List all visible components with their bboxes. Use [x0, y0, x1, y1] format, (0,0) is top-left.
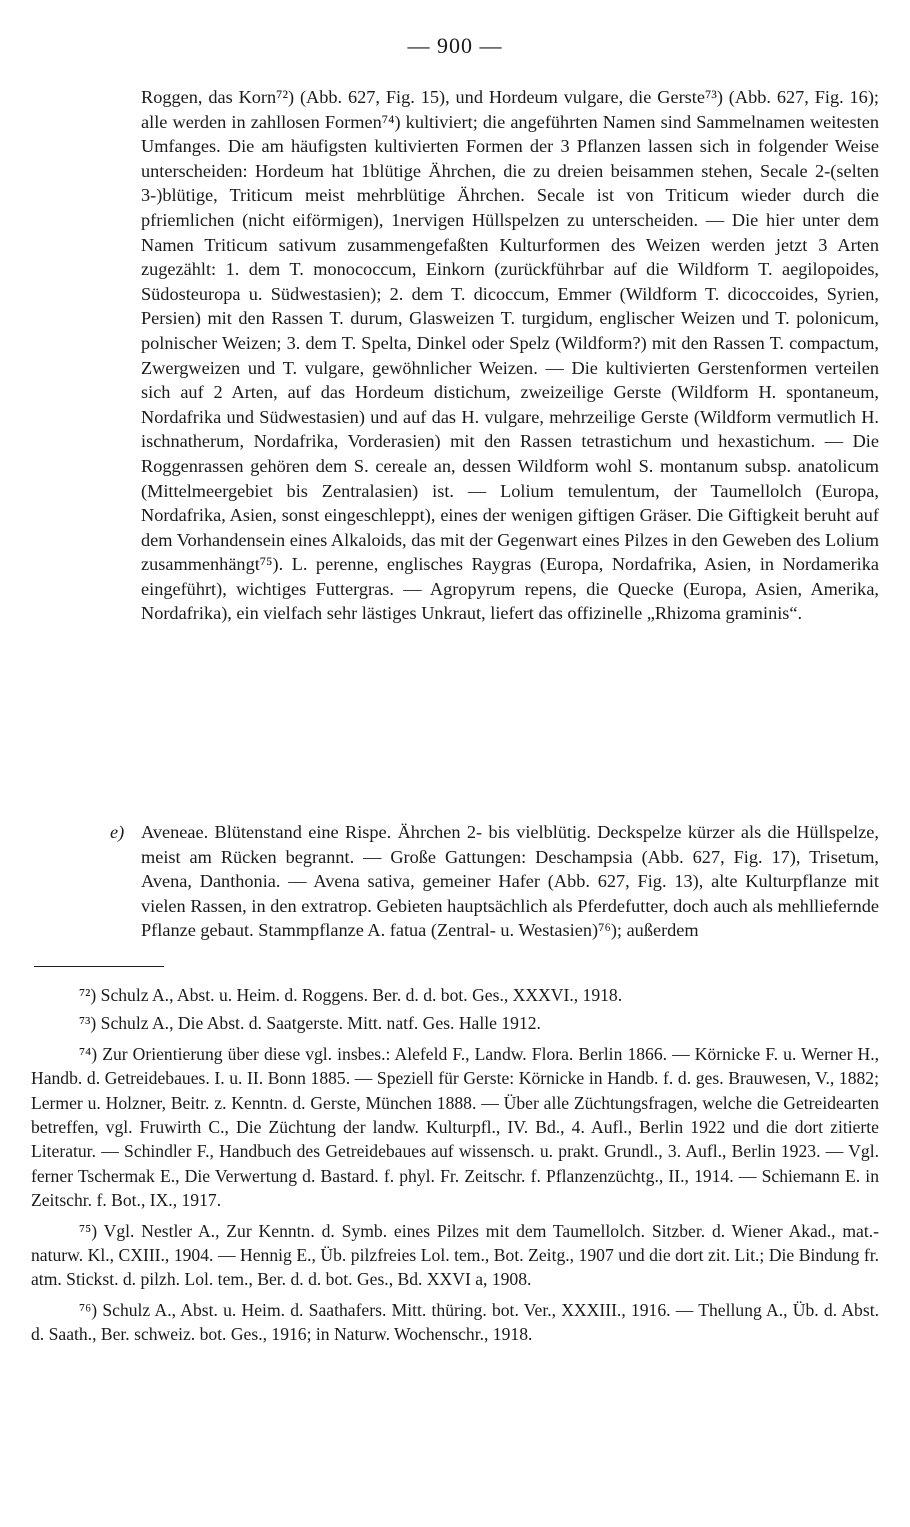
- section-e: [110, 820, 879, 943]
- footnotes: [31, 983, 879, 1353]
- section-e-label: e): [110, 822, 125, 842]
- footnote-76: ⁷⁶) Schulz A., Abst. u. Heim. d. Saathafers. Mitt. thüring. bot. Ver., XXXIII., 1916. — Thellung A., Üb. d. Abst. d. Saath., Ber. schweiz. bot. Ges., 1916; in Naturw. Wochenschr., 1918.: [31, 1299, 879, 1345]
- section-e-text: Aveneae. Blütenstand eine Rispe. Ährchen 2- bis vielblütig. Deckspelze kürzer als die Hüllspelze, meist am Rücken begrannt. — Große Gattungen: Deschampsia (Abb. 627, Fig. 17), Trisetum, Avena, Danthonia. — Avena sativa, gemeiner Hafer (Abb. 627, Fig. 13), alte Kulturpflanze mit vielen Rassen, in den extratrop. Gebieten hauptsächlich als Pferdefutter, doch auch als mehlliefernde Pflanze gebaut. Stammpflanze A. fatua (Zentral- u. Westasien)⁷⁶); außerdem: [141, 822, 879, 941]
- footnote-75: ⁷⁵) Vgl. Nestler A., Zur Kenntn. d. Symb. eines Pilzes mit dem Taumellolch. Sitzber. d. Wiener Akad., mat.-naturw. Kl., CXIII., 1904. — Hennig E., Üb. pilzfreies Lol. tem., Bot. Zeitg., 1907 und die dort zit. Lit.; Die Bindung fr. atm. Stickst. d. pilzh. Lol. tem., Ber. d. d. bot. Ges., Bd. XXVI a, 1908.: [31, 1220, 879, 1290]
- footnote-73: ⁷³) Schulz A., Die Abst. d. Saatgerste. Mitt. natf. Ges. Halle 1912.: [79, 1013, 541, 1034]
- page-number: — 900 —: [407, 33, 503, 58]
- main-paragraph: Roggen, das Korn⁷²) (Abb. 627, Fig. 15), und Hordeum vulgare, die Gerste⁷³) (Abb. 627, Fig. 16); alle werden in zahllosen Formen⁷⁴) kultiviert; die angeführten Namen sind Sammelnamen weitesten Umfanges. Die am häufigsten kultivierten Formen der 3 Pflanzen lassen sich in folgender Weise unterscheiden: Hordeum hat 1blütige Ährchen, die zu dreien beisammen stehen, Secale 2-(selten 3-)blütige, Triticum meist mehrblütige Ährchen. Secale ist von Triticum wieder durch die pfriemlichen (nicht eiförmigen), 1nervigen Hüllspelzen zu unterscheiden. — Die hier unter dem Namen Triticum sativum zusammengefaßten Kulturformen des Weizen werden jetzt 3 Arten zugezählt: 1. dem T. monococcum, Einkorn (zurückführbar auf die Wildform T. aegilopoides, Südosteuropa u. Südwestasien); 2. dem T. dicoccum, Emmer (Wildform T. dicoccoides, Syrien, Persien) mit den Rassen T. durum, Glasweizen T. turgidum, englischer Weizen und T. polonicum, polnischer Weizen; 3. dem T. Spelta, Dinkel oder Spelz (Wildform?) mit den Rassen T. compactum, Zwergweizen und T. vulgare, gewöhnlicher Weizen. — Die kultivierten Gerstenformen verteilen sich auf 2 Arten, auf das Hordeum distichum, zweizeilige Gerste (Wildform H. spontaneum, Nordafrika und Südwestasien) und auf das H. vulgare, mehrzeilige Gerste (Wildform vermutlich H. ischnatherum, Nordafrika, Vorderasien) mit den Rassen tetrastichum und hexastichum. — Die Roggenrassen gehören dem S. cereale an, dessen Wildform wohl S. montanum subsp. anatolicum (Mittelmeergebiet bis Zentralasien) ist. — Lolium temulentum, der Taumellolch (Europa, Nordafrika, Asien, sonst eingeschleppt), eines der wenigen giftigen Gräser. Die Giftigkeit beruht auf dem Vorhandensein eines Alkaloids, das mit der Gegenwart eines Pilzes in den Geweben des Lolium zusammenhängt⁷⁵). L. perenne, englisches Raygras (Europa, Nordafrika, Asien, in Nordamerika eingeführt), wichtiges Futtergras. — Agropyrum repens, die Quecke (Europa, Asien, Amerika, Nordafrika), ein vielfach sehr lästiges Unkraut, liefert das offizinelle „Rhizoma graminis“.: [141, 87, 879, 624]
- footnote-divider: [34, 966, 164, 967]
- main-text-block: [141, 85, 879, 626]
- footnote-72: ⁷²) Schulz A., Abst. u. Heim. d. Roggens. Ber. d. d. bot. Ges., XXXVI., 1918.: [79, 985, 623, 1005]
- footnote-74: ⁷⁴) Zur Orientierung über diese vgl. insbes.: Alefeld F., Landw. Flora. Berlin 1866. — Körnicke F. u. Werner H., Handb. d. Getreidebaues. I. u. II. Bonn 1885. — Speziell für Gerste: Körnicke in Handb. f. d. ges. Brauwesen, V., 1882; Lermer u. Holzner, Beitr. z. Kenntn. d. Gerste, München 1888. — Über alle Züchtungsfragen, welche die Getreidearten betreffen, vgl. Fruwirth C., Die Züchtung der landw. Kulturpfl., IV. Bd., 4. Aufl., Berlin 1922 und die dort zitierte Literatur. — Schindler F., Handbuch des Getreidebaues auf wissensch. u. prakt. Grundl., 3. Aufl., Berlin 1923. — Vgl. ferner Tschermak E., Die Verwertung d. Bastard. f. phyl. Fr. Zeitschr. f. Pflanzenzüchtg., II., 1914. — Schiemann E. in Zeitschr. f. Bot., IX., 1917.: [31, 1043, 879, 1211]
